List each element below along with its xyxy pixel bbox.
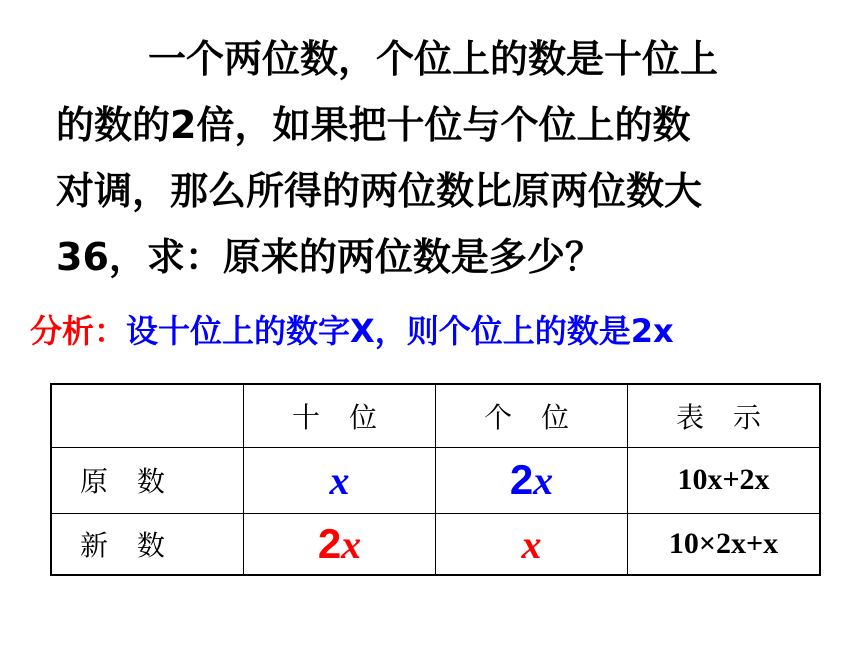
problem-line-4: 36，求：原来的两位数是多少？ [56, 235, 603, 279]
new-ones-var: x [521, 521, 542, 567]
problem-line-1: 一个两位数，个位上的数是十位上 [148, 37, 719, 81]
header-ones: 个 位 [436, 384, 628, 447]
analysis [30, 306, 674, 356]
new-tens-var: x [341, 521, 362, 567]
header-tens: 十 位 [244, 384, 436, 447]
row-label-original: 原 数 [51, 447, 244, 513]
problem-text [56, 26, 816, 290]
table-row-original [51, 447, 820, 513]
new-tens-cell [244, 513, 436, 575]
original-expression: 10x+2x [628, 447, 821, 513]
new-ones-cell [436, 513, 628, 575]
new-expression: 10×2x+x [628, 513, 821, 575]
row-label-new: 新 数 [51, 513, 244, 575]
original-tens-cell [244, 447, 436, 513]
analysis-content: 设十位上的数字X，则个位上的数是2x [126, 312, 674, 350]
analysis-label: 分析： [30, 312, 127, 350]
header-blank [51, 384, 244, 447]
original-ones-cell [436, 447, 628, 513]
original-ones-num: 2 [509, 456, 534, 503]
table-header-row [51, 384, 820, 447]
original-ones-var: x [533, 458, 554, 503]
header-represent: 表 示 [628, 384, 821, 447]
table-row-new [51, 513, 820, 575]
new-tens-num: 2 [317, 519, 342, 567]
digit-table [50, 383, 821, 576]
problem-line-3: 对调，那么所得的两位数比原两位数大 [56, 169, 703, 213]
original-tens-var: x [329, 458, 350, 503]
problem-line-2: 的数的2倍，如果把十位与个位上的数 [56, 103, 691, 147]
